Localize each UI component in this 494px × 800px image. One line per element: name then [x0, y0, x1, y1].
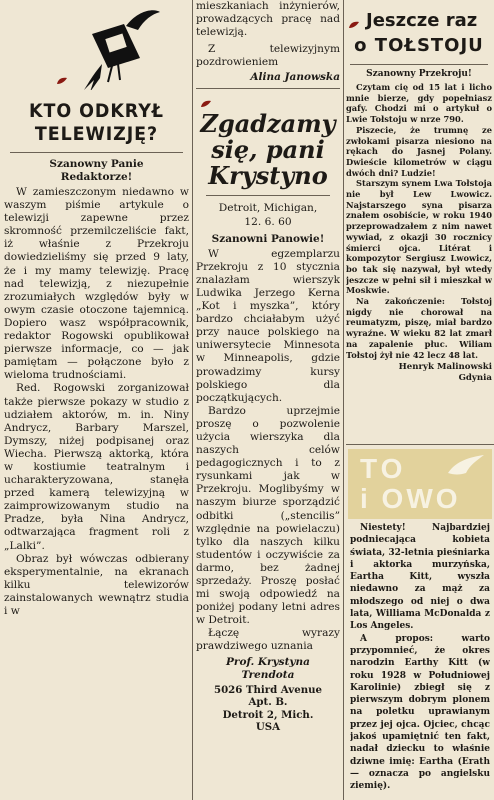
- column-rule: [343, 0, 344, 800]
- article-title-line-2: TELEWIZJĘ?: [34, 123, 159, 145]
- paragraph: Piszecie, że trumnę ze zwłokami pisarza niesiono na rękach do Jasnej Polany. Dwieście kilometrów w ciągu dwóch dni? Ludzie!: [346, 124, 492, 178]
- article-title: Zgadzamy się, pani Krystyno: [200, 109, 336, 191]
- article-title-line-2: o TOŁSTOJU: [354, 35, 484, 56]
- dateline: Detroit, Michigan, 12. 6. 60: [218, 202, 318, 228]
- paragraph: W egzemplarzu Przekroju z 10 stycznia znalazłam wierszyk Ludwika Jerzego Kerna „Kot i myszka”, który bardzo chciałabym użyć przy nauce polskiego na uniwersytecie Minnesota w Minneapolis, gdzie prowadzimy kursy polskiego dla początkujących.: [196, 247, 340, 404]
- paragraph: Bardzo uprzejmie proszę o pozwolenie użycia wierszyka dla naszych celów pedagogicznych i to z rysunkami jak w Przekroju. Moglibyśmy w naszym biurze sporządzić odbitki („stencilis” względnie na powielaczu) tylko dla naszych kilku studentów i oczywiście za darmo, bez żadnej sprzedaży. Proszę posłać mi swoją odpowiedź na poniżej podany letni adres w Detroit.: [196, 404, 340, 627]
- column-kto-odkryl: [4, 0, 189, 800]
- paragraph: A propos: warto przypomnieć, że okres narodzin Earthy Kitt (w roku 1928 w Południowej Karolinie) zbiegł się z pierwszym dobrym plonem na poletku uprawianym przez jej ojca. Ojciec, chcąc jakoś upamiętnić ten fakt, nadał dziecku to właśnie dziwne imię: Eartha (Erath — oznacza po angielsku ziemię).: [350, 633, 490, 792]
- salutation: Szanowny Przekroju!: [366, 69, 472, 79]
- section-head-line-2: i OWO: [360, 483, 461, 514]
- article-title: KTO ODKRYŁ: [29, 100, 164, 122]
- column-rule: [192, 0, 193, 800]
- paragraph: Z telewizyjnym pozdrowieniem: [196, 43, 340, 69]
- paragraph: Red. Rogowski zorganizował także pierwsze pokazy w studio z udziałem aktorów, m. in. Niny Andrycz, Barbary Marszel, Dymszy, niżej podpisanej oraz Wiecha. Pierwszą aktorką, która w kostiumie teatralnym i ucharakteryzowana, stanęła przed kamerą telewizyjną w zaimprowizowanym studio na Pradze, była Nina Andrycz, odtwarzająca fragment roli z „Lalki”.: [4, 382, 189, 552]
- tv-bird-logo-icon: [4, 0, 189, 90]
- salutation: Szanowni Panowie!: [211, 232, 325, 245]
- article-title: Jeszcze raz: [366, 10, 478, 31]
- title-rule: [350, 64, 488, 65]
- article-divider: [196, 88, 340, 89]
- to-i-owo-header: [348, 449, 492, 519]
- paragraph: Niestety! Najbardziej podniecająca kobieta świata, 32-letnia pieśniarka i aktorka murzyńska, Eartha Kitt, wyszła niedawno za mąż za młodszego od niej o dwa lata, Williama McDonalda z Los Angeles.: [350, 523, 490, 632]
- signature: Henryk Malinowski Gdynia: [398, 362, 492, 383]
- to-i-owo-body: [350, 522, 490, 800]
- title-rule: [10, 152, 183, 153]
- paragraph: Łączę wyrazy prawdziwego uznania: [196, 627, 340, 653]
- address: 5026 Third Avenue Apt. B. Detroit 2, Mich. USA: [214, 683, 322, 734]
- salutation: Szanowny Panie Redaktorze!: [49, 158, 144, 183]
- paragraph: mieszkaniach inżynierów, prowadzących pracę nad telewizją.: [196, 0, 340, 39]
- paragraph: W zamieszczonym niedawno w waszym piśmie artykule o telewizji zapewne przez skromność przemilczeliście fakt, iż właśnie z Przekroju dowiedzieliśmy się przed 9 laty, że i my mamy telewizję. Pracę nad telewizją, z niezupełnie zrozumiałych względów były w owym czasie otoczone tajemnicą. Dopiero wasz współpracownik, redaktor Rogowski opublikował pierwsze informacje, co — jak pamiętam — połączone było z wieloma trudnościami.: [4, 186, 189, 382]
- title-rule: [206, 195, 330, 196]
- drop-marker-icon: [200, 99, 212, 109]
- paragraph: Czytam cię od 15 lat i licho mnie bierze, gdy popełniasz gafy. Chodzi mi o artykuł o Lwie Tołstoju w nrze 790.: [346, 82, 492, 125]
- section-head: TO: [360, 453, 407, 484]
- column-middle: [196, 0, 340, 800]
- paragraph: Na zakończenie: Tołstoj nigdy nie chorował na reumatyzm, piszę, miał bardzo wyraźne. W wieku 82 lat zmarł na zapalenie płuc. Wiliam Tołstoj żył nie 42 lecz 48 lat.: [346, 296, 492, 360]
- drop-marker-icon: [56, 76, 68, 86]
- bird-icon: [446, 453, 486, 481]
- signature: Prof. Krystyna Trendota: [226, 655, 310, 681]
- drop-marker-icon: [348, 20, 360, 30]
- paragraph: Obraz był wówczas odbierany eksperymentalnie, na ekranach kilku telewizorów zainstalowanych wewnątrz studia i w: [4, 552, 189, 617]
- paragraph: Starszym synem Lwa Tołstoja nie był Lew Lwowicz. Najstarszego syna pisarza znałem osobiście, w roku 1940 przeprowadzałem z nim nawet wywiad, z okazji 30 rocznicy śmierci ojca. Litérat i kompozytor Sergiusz Lwowicz, bo tak się nazywał, był wtedy jeszcze w pełni sił i mieszkał w Moskwie.: [346, 178, 492, 296]
- signature: Alina Janowska: [250, 71, 340, 84]
- box-rule: [346, 444, 494, 445]
